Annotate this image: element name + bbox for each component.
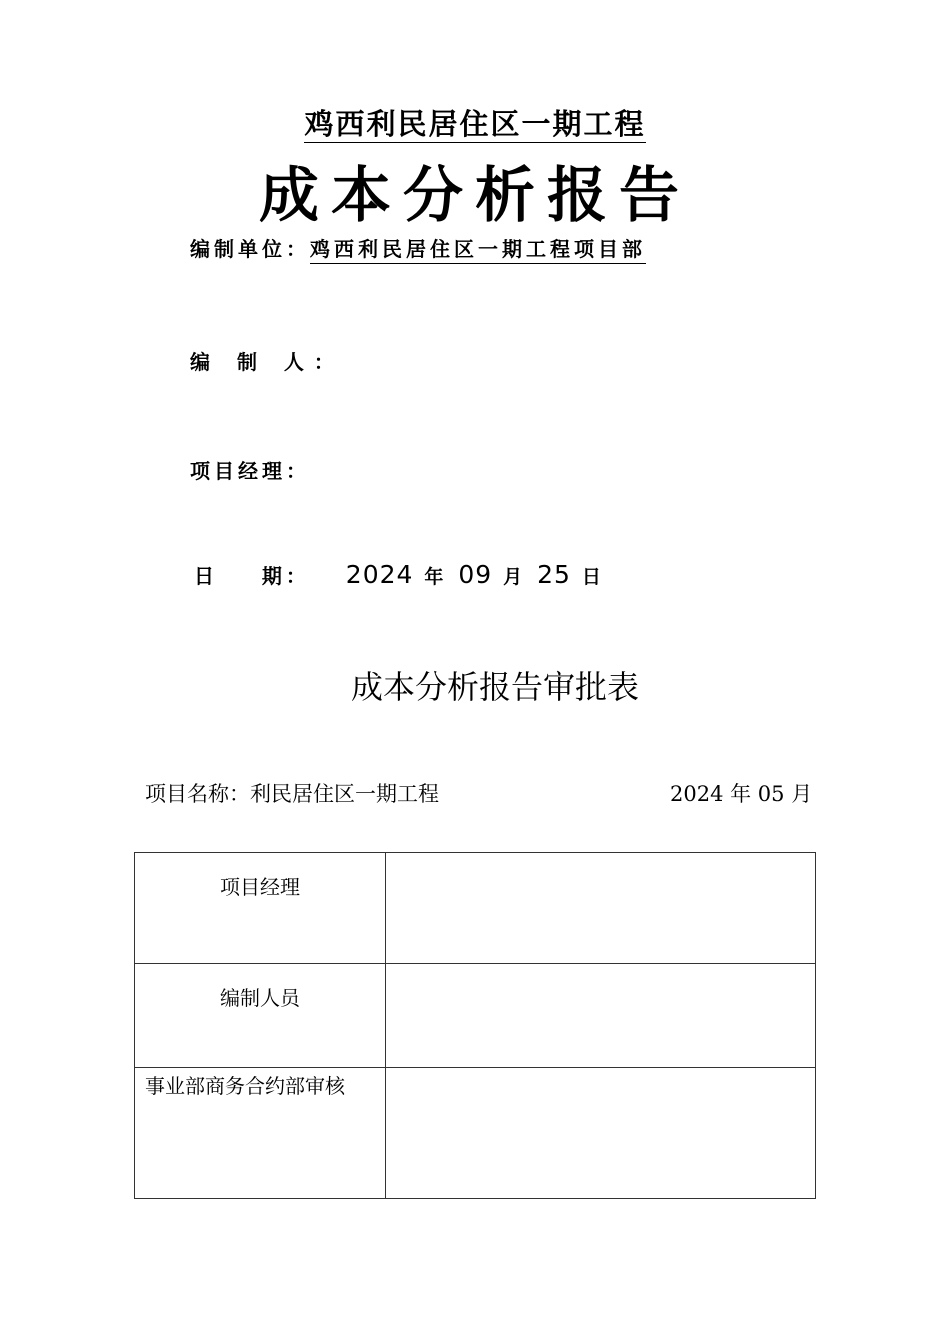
date-day: 25 xyxy=(537,560,571,589)
report-date: 2024 年 05 月 xyxy=(670,782,813,806)
project-name: 项目名称：利民居住区一期工程 xyxy=(145,782,439,806)
compiling-unit-value: 鸡西利民居住区一期工程项目部 xyxy=(310,237,646,264)
project-title xyxy=(0,102,950,143)
date-line xyxy=(194,560,605,589)
table-row xyxy=(135,1068,816,1199)
date-month: 09 xyxy=(458,560,493,589)
date-year: 2024 xyxy=(345,560,414,589)
compiling-unit-line xyxy=(190,233,646,262)
approval-table xyxy=(134,852,816,1199)
row-value-department-review xyxy=(386,1068,816,1199)
compiler-label: 编 制 人： xyxy=(190,350,344,374)
project-title-text: 鸡西利民居住区一期工程 xyxy=(304,107,646,141)
row-value-compilers xyxy=(386,964,816,1068)
date-month-unit: 月 xyxy=(503,566,527,588)
row-label-project-manager: 项目经理 xyxy=(135,853,386,964)
row-value-project-manager xyxy=(386,853,816,964)
date-day-unit: 日 xyxy=(581,566,605,588)
report-title: 成本分析报告 xyxy=(259,161,691,231)
row-label-compilers: 编制人员 xyxy=(135,964,386,1068)
compiling-unit-label: 编制单位： xyxy=(190,237,310,261)
row-label-department-review: 事业部商务合约部审核 xyxy=(135,1068,386,1199)
project-manager-label: 项目经理： xyxy=(190,459,310,483)
date-label: 日 期： xyxy=(194,564,310,588)
table-row xyxy=(135,964,816,1068)
table-row xyxy=(135,853,816,964)
date-year-unit: 年 xyxy=(424,566,448,588)
approval-form-title: 成本分析报告审批表 xyxy=(350,668,639,706)
